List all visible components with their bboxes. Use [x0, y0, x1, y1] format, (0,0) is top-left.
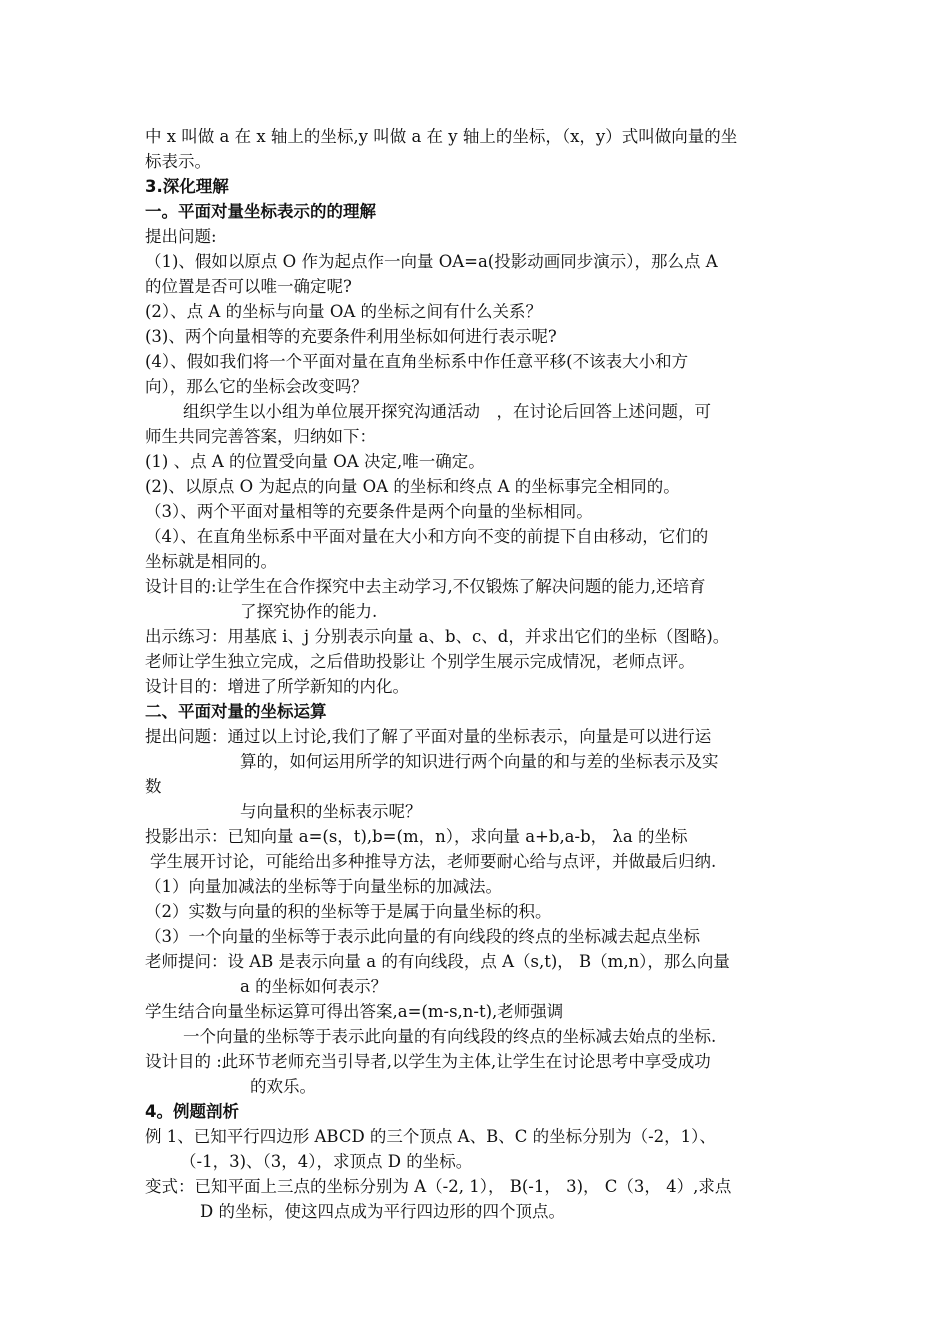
text-line: 设计目的 :此环节老师充当引导者,以学生为主体,让学生在讨论思考中享受成功: [145, 1052, 711, 1071]
text-line: 师生共同完善答案，归纳如下：: [145, 427, 376, 446]
text-line: 中 x 叫做 a 在 x 轴上的坐标,y 叫做 a 在 y 轴上的坐标，（x，y）式叫做向量的坐: [145, 127, 738, 146]
subsection-heading: 二、平面对量的坐标运算: [145, 702, 327, 721]
text-line: （1）向量加减法的坐标等于向量坐标的加减法。: [145, 877, 502, 896]
text-line: （2）实数与向量的积的坐标等于是属于向量坐标的积。: [145, 902, 552, 921]
text-line: a 的坐标如何表示？: [240, 977, 388, 996]
text-line: (3)、两个向量相等的充要条件利用坐标如何进行表示呢?: [145, 327, 557, 346]
text-line: 标表示。: [145, 152, 211, 171]
text-line: 坐标就是相同的。: [145, 552, 277, 571]
text-line: 的欢乐。: [250, 1077, 316, 1096]
text-line: 了探究协作的能力.: [240, 602, 378, 621]
text-line: 一个向量的坐标等于表示此向量的有向线段的终点的坐标减去始点的坐标.: [183, 1027, 717, 1046]
text-line: 算的，如何运用所学的知识进行两个向量的和与差的坐标表示及实: [240, 752, 719, 771]
subsection-heading: 一。平面对量坐标表示的的理解: [145, 202, 376, 221]
text-line: D 的坐标，使这四点成为平行四边形的四个顶点。: [200, 1202, 565, 1221]
text-line: 老师提问：设 AB 是表示向量 a 的有向线段，点 A（s,t)， B（m,n），那么向量: [145, 952, 730, 971]
text-line: 出示练习：用基底 i、j 分别表示向量 a、b、c、d，并求出它们的坐标（图略)。: [145, 627, 730, 646]
text-line: 数: [145, 777, 162, 796]
text-line: （1)、假如以原点 O 作为起点作一向量 OA=a(投影动画同步演示），那么点 A: [145, 252, 718, 271]
text-line: 例 1、已知平行四边形 ABCD 的三个顶点 A、B、C 的坐标分别为（-2，1）、: [145, 1127, 716, 1146]
section-heading: 4。例题剖析: [145, 1102, 239, 1121]
text-line: 学生结合向量坐标运算可得出答案,a=(m-s,n-t),老师强调: [145, 1002, 564, 1021]
text-line: 设计目的：增进了所学新知的内化。: [145, 677, 409, 696]
text-line: 投影出示：已知向量 a=(s，t),b=(m，n），求向量 a+b,a-b， λa 的坐标: [145, 827, 688, 846]
text-line: (2）、点 A 的坐标与向量 OA 的坐标之间有什么关系？: [145, 302, 543, 321]
text-line: (1) 、点 A 的位置受向量 OA 决定,唯一确定。: [145, 452, 485, 471]
section-heading: 3.深化理解: [145, 177, 229, 196]
text-line: 设计目的:让学生在合作探究中去主动学习,不仅锻炼了解决问题的能力,还培育: [145, 577, 706, 596]
text-line: 提出问题：通过以上讨论,我们了解了平面对量的坐标表示，向量是可以进行运: [145, 727, 712, 746]
text-line: 变式：已知平面上三点的坐标分别为 A（-2, 1）， B(-1， 3)， C（3， 4）,求点: [145, 1177, 732, 1196]
text-line: 向），那么它的坐标会改变吗？: [145, 377, 368, 396]
text-line: 的位置是否可以唯一确定呢?: [145, 277, 352, 296]
text-line: （3）、两个平面对量相等的充要条件是两个向量的坐标相同。: [145, 502, 593, 521]
text-line: (4）、假如我们将一个平面对量在直角坐标系中作任意平移(不该表大小和方: [145, 352, 689, 371]
text-line: 组织学生以小组为单位展开探究沟通活动 ，在讨论后回答上述问题，可: [183, 402, 711, 421]
text-line: (2)、以原点 O 为起点的向量 OA 的坐标和终点 A 的坐标事完全相同的。: [145, 477, 680, 496]
text-line: （4）、在直角坐标系中平面对量在大小和方向不变的前提下自由移动，它们的: [145, 527, 709, 546]
text-line: 学生展开讨论，可能给出多种推导方法，老师要耐心给与点评，并做最后归纳.: [150, 852, 717, 871]
text-line: 提出问题:: [145, 227, 217, 246]
text-line: （-1，3)、（3，4），求顶点 D 的坐标。: [180, 1152, 473, 1171]
text-line: 与向量积的坐标表示呢？: [240, 802, 422, 821]
text-line: （3）一个向量的坐标等于表示此向量的有向线段的终点的坐标减去起点坐标: [145, 927, 700, 946]
text-line: 老师让学生独立完成，之后借助投影让 个别学生展示完成情况，老师点评。: [145, 652, 695, 671]
